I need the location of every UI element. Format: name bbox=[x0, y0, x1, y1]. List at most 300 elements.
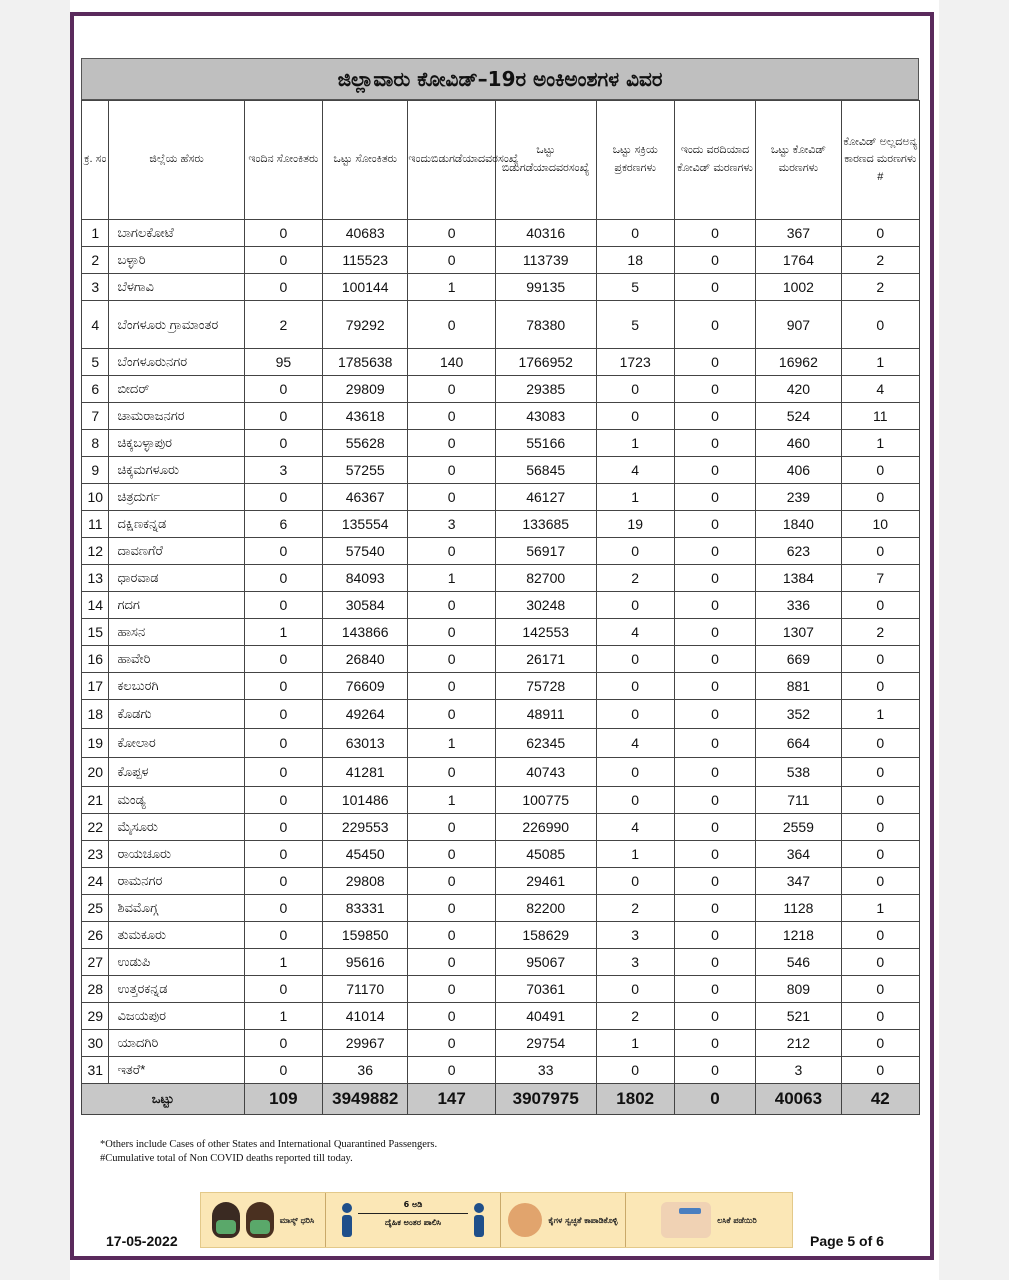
cell-district: ಕಲಬುರಗಿ bbox=[109, 673, 244, 700]
cell-non-covid: 1 bbox=[841, 895, 919, 922]
total-disch-today: 147 bbox=[408, 1084, 495, 1115]
cell-district: ಕೊಪ್ಪಳ bbox=[109, 758, 244, 787]
cell-district: ಶಿವಮೊಗ್ಗ bbox=[109, 895, 244, 922]
cell-disch-today: 0 bbox=[408, 484, 495, 511]
total-non-covid: 42 bbox=[841, 1084, 919, 1115]
cell-deaths-total: 1002 bbox=[756, 274, 841, 301]
total-disch-total: 3907975 bbox=[495, 1084, 596, 1115]
cell-disch-today: 0 bbox=[408, 976, 495, 1003]
table-row bbox=[82, 949, 920, 976]
cell-disch-total: 56845 bbox=[495, 457, 596, 484]
cell-deaths-total: 364 bbox=[756, 841, 841, 868]
cell-sno: 29 bbox=[82, 1003, 109, 1030]
cell-today: 1 bbox=[244, 1003, 322, 1030]
cell-active: 4 bbox=[596, 729, 674, 758]
cell-total: 83331 bbox=[323, 895, 408, 922]
cell-district: ಬೀದರ್ bbox=[109, 376, 244, 403]
cell-active: 0 bbox=[596, 220, 674, 247]
cell-sno: 13 bbox=[82, 565, 109, 592]
cell-sno: 18 bbox=[82, 700, 109, 729]
cell-non-covid: 2 bbox=[841, 274, 919, 301]
cell-total: 45450 bbox=[323, 841, 408, 868]
cell-disch-total: 78380 bbox=[495, 301, 596, 349]
cell-deaths-today: 0 bbox=[674, 1003, 755, 1030]
cell-non-covid: 0 bbox=[841, 976, 919, 1003]
cell-deaths-total: 420 bbox=[756, 376, 841, 403]
cell-district: ಬೆಂಗಳೂರು ಗ್ರಾಮಾಂತರ bbox=[109, 301, 244, 349]
cell-district: ಮೈಸೂರು bbox=[109, 814, 244, 841]
table-row bbox=[82, 511, 920, 538]
cell-non-covid: 0 bbox=[841, 484, 919, 511]
cell-disch-total: 226990 bbox=[495, 814, 596, 841]
cell-deaths-today: 0 bbox=[674, 565, 755, 592]
cell-total: 57540 bbox=[323, 538, 408, 565]
cell-non-covid: 4 bbox=[841, 376, 919, 403]
cell-district: ವಿಜಯಪುರ bbox=[109, 1003, 244, 1030]
cell-non-covid: 1 bbox=[841, 349, 919, 376]
cell-deaths-total: 336 bbox=[756, 592, 841, 619]
cell-total: 36 bbox=[323, 1057, 408, 1084]
cell-active: 0 bbox=[596, 403, 674, 430]
table-row bbox=[82, 274, 920, 301]
cell-sno: 16 bbox=[82, 646, 109, 673]
cell-sno: 27 bbox=[82, 949, 109, 976]
total-active: 1802 bbox=[596, 1084, 674, 1115]
cell-disch-total: 1766952 bbox=[495, 349, 596, 376]
cell-deaths-total: 406 bbox=[756, 457, 841, 484]
cell-district: ಇತರೆ* bbox=[109, 1057, 244, 1084]
cell-sno: 5 bbox=[82, 349, 109, 376]
cell-total: 84093 bbox=[323, 565, 408, 592]
cell-sno: 17 bbox=[82, 673, 109, 700]
cell-district: ದಕ್ಷಿಣಕನ್ನಡ bbox=[109, 511, 244, 538]
cell-deaths-total: 669 bbox=[756, 646, 841, 673]
total-total: 3949882 bbox=[323, 1084, 408, 1115]
cell-total: 63013 bbox=[323, 729, 408, 758]
cell-disch-today: 0 bbox=[408, 538, 495, 565]
cell-disch-total: 95067 bbox=[495, 949, 596, 976]
cell-disch-total: 45085 bbox=[495, 841, 596, 868]
table-title: ಜಿಲ್ಲಾವಾರು ಕೋವಿಡ್–19ರ ಅಂಕಿಅಂಶಗಳ ವಿವರ bbox=[81, 58, 919, 100]
cell-deaths-total: 623 bbox=[756, 538, 841, 565]
cell-deaths-today: 0 bbox=[674, 1057, 755, 1084]
cell-active: 5 bbox=[596, 301, 674, 349]
table-row bbox=[82, 1003, 920, 1030]
cell-deaths-total: 907 bbox=[756, 301, 841, 349]
cell-district: ಗದಗ bbox=[109, 592, 244, 619]
cell-deaths-today: 0 bbox=[674, 700, 755, 729]
cell-active: 0 bbox=[596, 538, 674, 565]
table-row bbox=[82, 538, 920, 565]
cell-deaths-total: 1307 bbox=[756, 619, 841, 646]
cell-deaths-today: 0 bbox=[674, 457, 755, 484]
cell-disch-total: 70361 bbox=[495, 976, 596, 1003]
cell-today: 6 bbox=[244, 511, 322, 538]
cell-disch-today: 0 bbox=[408, 646, 495, 673]
table-row bbox=[82, 976, 920, 1003]
cell-active: 0 bbox=[596, 700, 674, 729]
header-non-covid: ಕೋವಿಡ್ ಅಲ್ಲದಅನ್ಯ ಕಾರಣದ ಮರಣಗಳು # bbox=[841, 101, 919, 220]
header-district: ಜಿಲ್ಲೆಯ ಹೆಸರು bbox=[109, 101, 244, 220]
cell-total: 40683 bbox=[323, 220, 408, 247]
cell-today: 0 bbox=[244, 814, 322, 841]
table-row bbox=[82, 619, 920, 646]
cell-active: 2 bbox=[596, 895, 674, 922]
cell-deaths-total: 809 bbox=[756, 976, 841, 1003]
header-total: ಒಟ್ಟು ಸೋಂಕಿತರು bbox=[323, 101, 408, 220]
cell-deaths-today: 0 bbox=[674, 247, 755, 274]
cell-active: 19 bbox=[596, 511, 674, 538]
cell-active: 1 bbox=[596, 841, 674, 868]
table-row bbox=[82, 565, 920, 592]
cell-non-covid: 11 bbox=[841, 403, 919, 430]
cell-active: 4 bbox=[596, 457, 674, 484]
cell-district: ಮಂಡ್ಯ bbox=[109, 787, 244, 814]
distance-arrow bbox=[358, 1199, 468, 1228]
cell-district: ಉಡುಪಿ bbox=[109, 949, 244, 976]
cell-total: 55628 bbox=[323, 430, 408, 457]
cell-district: ಬೆಳಗಾವಿ bbox=[109, 274, 244, 301]
cell-sno: 15 bbox=[82, 619, 109, 646]
cell-disch-total: 62345 bbox=[495, 729, 596, 758]
table-row bbox=[82, 403, 920, 430]
cell-deaths-today: 0 bbox=[674, 673, 755, 700]
cell-district: ಚಿಕ್ಕಮಗಳೂರು bbox=[109, 457, 244, 484]
cell-deaths-total: 521 bbox=[756, 1003, 841, 1030]
cell-total: 29808 bbox=[323, 868, 408, 895]
report-date: 17-05-2022 bbox=[106, 1233, 178, 1249]
cell-deaths-total: 1840 bbox=[756, 511, 841, 538]
cell-active: 0 bbox=[596, 646, 674, 673]
cell-today: 0 bbox=[244, 868, 322, 895]
banner-distance bbox=[326, 1193, 501, 1247]
cell-total: 115523 bbox=[323, 247, 408, 274]
cell-disch-total: 82700 bbox=[495, 565, 596, 592]
cell-today: 0 bbox=[244, 1057, 322, 1084]
table-row bbox=[82, 646, 920, 673]
cell-non-covid: 0 bbox=[841, 538, 919, 565]
cell-active: 2 bbox=[596, 1003, 674, 1030]
cell-today: 1 bbox=[244, 949, 322, 976]
cell-disch-total: 48911 bbox=[495, 700, 596, 729]
table-row bbox=[82, 895, 920, 922]
cell-sno: 22 bbox=[82, 814, 109, 841]
cell-sno: 26 bbox=[82, 922, 109, 949]
cell-deaths-total: 664 bbox=[756, 729, 841, 758]
cell-deaths-today: 0 bbox=[674, 619, 755, 646]
cell-sno: 2 bbox=[82, 247, 109, 274]
cell-total: 30584 bbox=[323, 592, 408, 619]
table-row bbox=[82, 301, 920, 349]
cell-deaths-today: 0 bbox=[674, 976, 755, 1003]
cell-active: 0 bbox=[596, 976, 674, 1003]
cell-disch-today: 0 bbox=[408, 700, 495, 729]
cell-disch-total: 26171 bbox=[495, 646, 596, 673]
cell-today: 0 bbox=[244, 403, 322, 430]
cell-disch-today: 0 bbox=[408, 220, 495, 247]
table-row bbox=[82, 592, 920, 619]
cell-active: 3 bbox=[596, 949, 674, 976]
cell-sno: 28 bbox=[82, 976, 109, 1003]
cell-active: 0 bbox=[596, 673, 674, 700]
cell-non-covid: 10 bbox=[841, 511, 919, 538]
cell-deaths-total: 524 bbox=[756, 403, 841, 430]
mask-face-icon bbox=[212, 1202, 240, 1238]
header-discharged-total: ಒಟ್ಟು ಬಿಡುಗಡೆಯಾದವರಸಂಖ್ಯೆ bbox=[495, 101, 596, 220]
cell-deaths-today: 0 bbox=[674, 349, 755, 376]
cell-active: 18 bbox=[596, 247, 674, 274]
cell-today: 0 bbox=[244, 376, 322, 403]
cell-total: 49264 bbox=[323, 700, 408, 729]
table-row bbox=[82, 700, 920, 729]
cell-sno: 19 bbox=[82, 729, 109, 758]
total-row bbox=[82, 1084, 920, 1115]
cell-district: ಯಾದಗಿರಿ bbox=[109, 1030, 244, 1057]
total-label: ಒಟ್ಟು bbox=[82, 1084, 245, 1115]
cell-sno: 23 bbox=[82, 841, 109, 868]
table-row bbox=[82, 814, 920, 841]
table-row bbox=[82, 1057, 920, 1084]
banner-mask-label: ಮಾಸ್ಕ್ ಧರಿಸಿ bbox=[279, 1215, 315, 1225]
cell-today: 0 bbox=[244, 220, 322, 247]
cell-sno: 3 bbox=[82, 274, 109, 301]
cell-today: 0 bbox=[244, 646, 322, 673]
cell-disch-today: 1 bbox=[408, 274, 495, 301]
cell-non-covid: 1 bbox=[841, 700, 919, 729]
cell-sno: 14 bbox=[82, 592, 109, 619]
cell-deaths-today: 0 bbox=[674, 729, 755, 758]
awareness-banner bbox=[200, 1192, 793, 1248]
cell-total: 1785638 bbox=[323, 349, 408, 376]
cell-disch-today: 0 bbox=[408, 1030, 495, 1057]
cell-today: 0 bbox=[244, 484, 322, 511]
cell-district: ಹಾಸನ bbox=[109, 619, 244, 646]
cell-total: 29809 bbox=[323, 376, 408, 403]
header-deaths-today: ಇಂದು ವರದಿಯಾದ ಕೋವಿಡ್ ಮರಣಗಳು bbox=[674, 101, 755, 220]
cell-disch-total: 43083 bbox=[495, 403, 596, 430]
cell-active: 1 bbox=[596, 430, 674, 457]
cell-disch-total: 113739 bbox=[495, 247, 596, 274]
cell-disch-today: 0 bbox=[408, 247, 495, 274]
cell-deaths-today: 0 bbox=[674, 1030, 755, 1057]
cell-district: ಧಾರವಾಡ bbox=[109, 565, 244, 592]
cell-disch-total: 40491 bbox=[495, 1003, 596, 1030]
cell-today: 3 bbox=[244, 457, 322, 484]
cell-non-covid: 2 bbox=[841, 247, 919, 274]
cell-active: 0 bbox=[596, 787, 674, 814]
table-row bbox=[82, 430, 920, 457]
cell-disch-today: 0 bbox=[408, 592, 495, 619]
cell-deaths-today: 0 bbox=[674, 220, 755, 247]
cell-non-covid: 0 bbox=[841, 592, 919, 619]
cell-total: 71170 bbox=[323, 976, 408, 1003]
cell-disch-today: 0 bbox=[408, 403, 495, 430]
cell-deaths-today: 0 bbox=[674, 646, 755, 673]
cell-non-covid: 0 bbox=[841, 1030, 919, 1057]
cell-total: 57255 bbox=[323, 457, 408, 484]
cell-disch-total: 29385 bbox=[495, 376, 596, 403]
footnotes bbox=[100, 1138, 437, 1166]
table-row bbox=[82, 376, 920, 403]
cell-today: 0 bbox=[244, 430, 322, 457]
total-deaths-today: 0 bbox=[674, 1084, 755, 1115]
cell-sno: 6 bbox=[82, 376, 109, 403]
cell-sno: 10 bbox=[82, 484, 109, 511]
cell-active: 0 bbox=[596, 1057, 674, 1084]
cell-disch-today: 140 bbox=[408, 349, 495, 376]
cell-deaths-total: 546 bbox=[756, 949, 841, 976]
cell-sno: 24 bbox=[82, 868, 109, 895]
cell-disch-today: 0 bbox=[408, 949, 495, 976]
cell-disch-total: 29461 bbox=[495, 868, 596, 895]
cell-today: 0 bbox=[244, 729, 322, 758]
cell-deaths-today: 0 bbox=[674, 895, 755, 922]
table-row bbox=[82, 673, 920, 700]
banner-hands-label: ಕೈಗಳ ಸ್ವಚ್ಛತೆ ಕಾಪಾಡಿಕೊಳ್ಳಿ bbox=[548, 1215, 618, 1225]
cell-district: ಕೊಡಗು bbox=[109, 700, 244, 729]
cell-non-covid: 0 bbox=[841, 1057, 919, 1084]
cell-deaths-total: 347 bbox=[756, 868, 841, 895]
cell-sno: 4 bbox=[82, 301, 109, 349]
cell-today: 0 bbox=[244, 247, 322, 274]
banner-hands bbox=[501, 1193, 626, 1247]
cell-sno: 12 bbox=[82, 538, 109, 565]
cell-disch-today: 0 bbox=[408, 376, 495, 403]
cell-sno: 1 bbox=[82, 220, 109, 247]
cell-total: 43618 bbox=[323, 403, 408, 430]
cell-deaths-today: 0 bbox=[674, 787, 755, 814]
cell-disch-total: 29754 bbox=[495, 1030, 596, 1057]
footnote-others: *Others include Cases of other States and International Quarantined Passengers. bbox=[100, 1139, 438, 1150]
cell-district: ದಾವಣಗೆರೆ bbox=[109, 538, 244, 565]
person-icon bbox=[342, 1203, 352, 1237]
cell-disch-today: 0 bbox=[408, 841, 495, 868]
cell-district: ರಾಯಚೂರು bbox=[109, 841, 244, 868]
cell-total: 143866 bbox=[323, 619, 408, 646]
cell-total: 135554 bbox=[323, 511, 408, 538]
header-sno: ಕ್ರ. ಸಂ bbox=[82, 101, 109, 220]
cell-active: 1 bbox=[596, 484, 674, 511]
cell-deaths-today: 0 bbox=[674, 430, 755, 457]
cell-disch-today: 0 bbox=[408, 758, 495, 787]
cell-deaths-total: 3 bbox=[756, 1057, 841, 1084]
cell-active: 0 bbox=[596, 868, 674, 895]
cell-deaths-total: 711 bbox=[756, 787, 841, 814]
cell-total: 76609 bbox=[323, 673, 408, 700]
cell-district: ಚಿತ್ರದುರ್ಗ bbox=[109, 484, 244, 511]
cell-total: 95616 bbox=[323, 949, 408, 976]
distance-label: ದೈಹಿಕ ಅಂತರ ಪಾಲಿಸಿ bbox=[384, 1217, 442, 1227]
header-discharged-today: ಇಂದುಬಿಡುಗಡೆಯಾದವರಸಂಖ್ಯೆ bbox=[408, 101, 495, 220]
cell-deaths-today: 0 bbox=[674, 841, 755, 868]
cell-deaths-today: 0 bbox=[674, 868, 755, 895]
cell-non-covid: 1 bbox=[841, 430, 919, 457]
cell-non-covid: 2 bbox=[841, 619, 919, 646]
cell-today: 1 bbox=[244, 619, 322, 646]
table-row bbox=[82, 457, 920, 484]
cell-non-covid: 0 bbox=[841, 220, 919, 247]
cell-non-covid: 0 bbox=[841, 646, 919, 673]
distance-top-label: 6 ಅಡಿ bbox=[403, 1199, 423, 1209]
cell-deaths-total: 367 bbox=[756, 220, 841, 247]
cell-non-covid: 0 bbox=[841, 868, 919, 895]
cell-deaths-total: 2559 bbox=[756, 814, 841, 841]
table-row bbox=[82, 349, 920, 376]
cell-active: 2 bbox=[596, 565, 674, 592]
cell-active: 4 bbox=[596, 619, 674, 646]
cell-deaths-today: 0 bbox=[674, 484, 755, 511]
table-row bbox=[82, 922, 920, 949]
table-row bbox=[82, 484, 920, 511]
cell-disch-total: 30248 bbox=[495, 592, 596, 619]
cell-disch-today: 0 bbox=[408, 430, 495, 457]
cell-non-covid: 0 bbox=[841, 758, 919, 787]
cell-deaths-total: 352 bbox=[756, 700, 841, 729]
cell-today: 95 bbox=[244, 349, 322, 376]
cell-disch-today: 0 bbox=[408, 895, 495, 922]
table-row bbox=[82, 758, 920, 787]
cell-district: ಬಾಗಲಕೋಟೆ bbox=[109, 220, 244, 247]
cell-non-covid: 0 bbox=[841, 841, 919, 868]
cell-deaths-total: 460 bbox=[756, 430, 841, 457]
cell-active: 1 bbox=[596, 1030, 674, 1057]
cell-deaths-today: 0 bbox=[674, 922, 755, 949]
hand-wash-icon bbox=[508, 1203, 542, 1237]
cell-deaths-total: 212 bbox=[756, 1030, 841, 1057]
header-deaths-total: ಒಟ್ಟು ಕೋವಿಡ್ ಮರಣಗಳು bbox=[756, 101, 841, 220]
cell-non-covid: 0 bbox=[841, 787, 919, 814]
cell-district: ತುಮಕೂರು bbox=[109, 922, 244, 949]
cell-non-covid: 0 bbox=[841, 729, 919, 758]
cell-sno: 31 bbox=[82, 1057, 109, 1084]
cell-total: 46367 bbox=[323, 484, 408, 511]
header-row bbox=[82, 101, 920, 220]
cell-deaths-today: 0 bbox=[674, 758, 755, 787]
cell-active: 0 bbox=[596, 592, 674, 619]
cell-disch-today: 3 bbox=[408, 511, 495, 538]
cell-active: 3 bbox=[596, 922, 674, 949]
cell-active: 0 bbox=[596, 758, 674, 787]
cell-disch-today: 1 bbox=[408, 565, 495, 592]
cell-total: 29967 bbox=[323, 1030, 408, 1057]
cell-district: ಬಳ್ಳಾರಿ bbox=[109, 247, 244, 274]
cell-sno: 20 bbox=[82, 758, 109, 787]
cell-total: 229553 bbox=[323, 814, 408, 841]
cell-disch-total: 75728 bbox=[495, 673, 596, 700]
cell-disch-today: 0 bbox=[408, 673, 495, 700]
table-row bbox=[82, 220, 920, 247]
cell-sno: 11 bbox=[82, 511, 109, 538]
cell-disch-today: 0 bbox=[408, 922, 495, 949]
cell-disch-total: 55166 bbox=[495, 430, 596, 457]
banner-mask bbox=[201, 1193, 326, 1247]
cell-non-covid: 0 bbox=[841, 301, 919, 349]
cell-deaths-total: 881 bbox=[756, 673, 841, 700]
cell-district: ಹಾವೇರಿ bbox=[109, 646, 244, 673]
cell-non-covid: 0 bbox=[841, 457, 919, 484]
banner-vaccine bbox=[626, 1193, 792, 1247]
table-row bbox=[82, 868, 920, 895]
cell-non-covid: 0 bbox=[841, 673, 919, 700]
cell-deaths-today: 0 bbox=[674, 376, 755, 403]
cell-deaths-total: 1764 bbox=[756, 247, 841, 274]
cell-deaths-total: 16962 bbox=[756, 349, 841, 376]
cell-total: 79292 bbox=[323, 301, 408, 349]
cell-district: ಬೆಂಗಳೂರುನಗರ bbox=[109, 349, 244, 376]
cell-total: 41014 bbox=[323, 1003, 408, 1030]
table-row bbox=[82, 787, 920, 814]
person-icon bbox=[474, 1203, 484, 1237]
